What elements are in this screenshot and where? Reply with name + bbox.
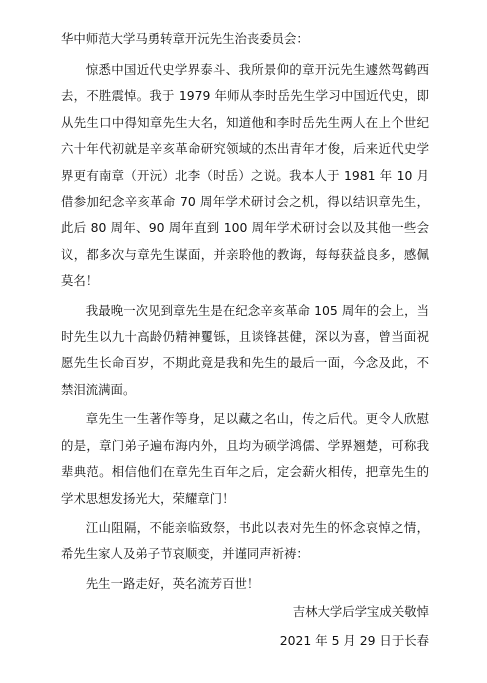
paragraph-last-meeting: 我最晚一次见到章先生是在纪念辛亥革命 105 周年的会上，当时先生以九十高龄仍精神矍铄，且谈锋甚健，深以为喜，曾当面祝愿先生长命百岁，不期此竟是我和先生的最后一面，今念及此，不禁泪流满面。 [61, 302, 429, 397]
paragraph-regret: 江山阻隔，不能亲临致祭，书此以表对先生的怀念哀悼之情，希先生家人及弟子节哀顺变，并谨同声祈祷： [61, 519, 429, 562]
signature: 吉林大学后学宝成关敬悼 [292, 604, 429, 620]
paragraph-legacy: 章先生一生著作等身，足以藏之名山，传之后代。更令人欣慰的是，章门弟子遍布海内外，且均为硕学鸿儒、学界翘楚，可称我辈典范。相信他们在章先生百年之后，定会薪火相传，把章先生的学术思想发扬光大，荣耀章门！ [61, 411, 429, 506]
paragraph-condolence: 惊悉中国近代史学界泰斗、我所景仰的章开沅先生遽然驾鹤西去，不胜震悼。我于 1979 年师从李时岳先生学习中国近代史，即从先生口中得知章先生大名，知道他和李时岳先生两人在上个世纪六十年代初就是辛亥革命研究领域的杰出青年才俊，后来近代史学界更有南章（开沅）北李（时岳）之说。我本人于 1981 年 10 月借参加纪念辛亥革命 70 周年学术研讨会之机，得以结识章先生，此后 80 周年、90 周年直到 100 周年学术研讨会以及其他一些会议，都多次与章先生谋面，并亲聆他的教诲，每每获益良多，感佩莫名！ [61, 62, 429, 289]
paragraph-farewell: 先生一路走好，英名流芳百世！ [85, 575, 260, 591]
salutation: 华中师范大学马勇转章开沅先生治丧委员会： [61, 31, 309, 46]
signature-date: 2021 年 5 月 29 日于长春 [279, 632, 429, 648]
letter [61, 28, 429, 654]
